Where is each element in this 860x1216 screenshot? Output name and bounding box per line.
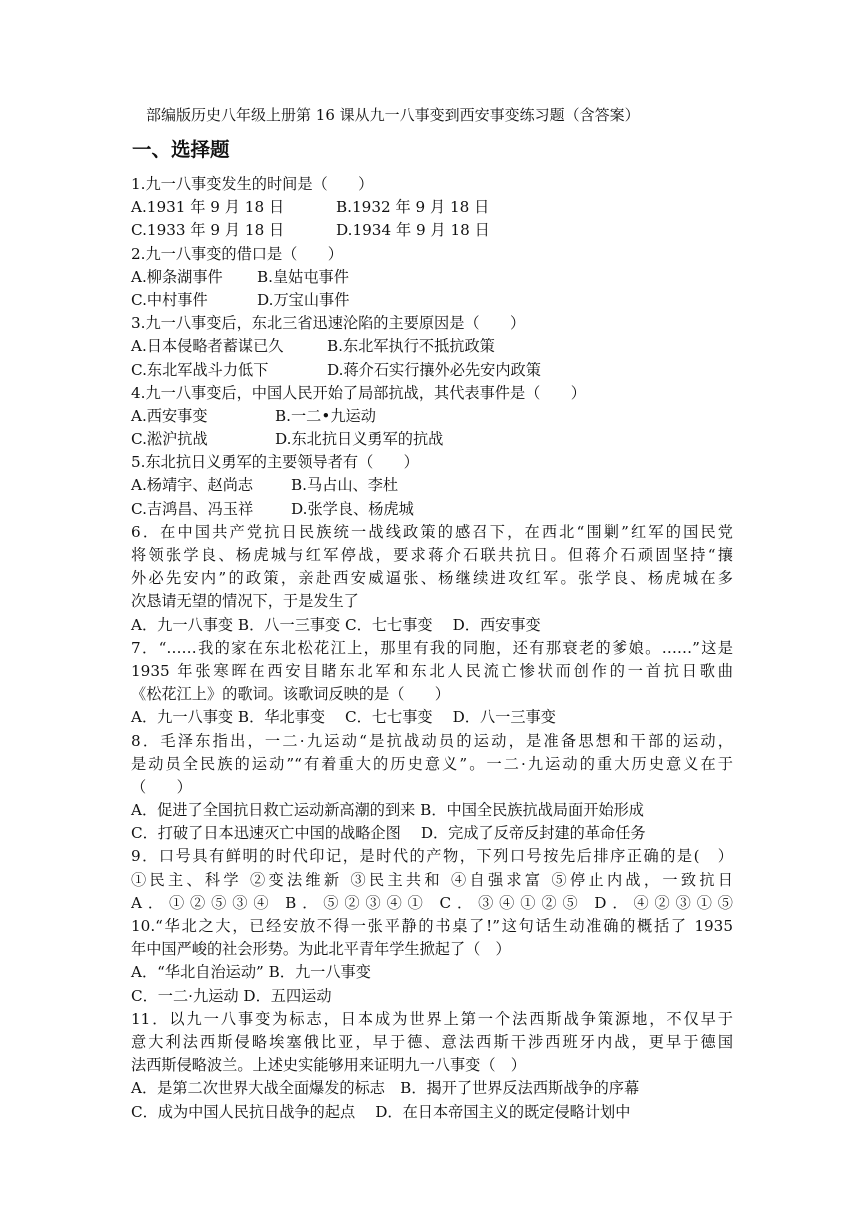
option-a: A.杨靖宇、赵尚志: [131, 476, 254, 495]
question-8-options-row: A．促进了全国抗日救亡运动新高潮的到来 B．中国全民族抗战局面开始形成: [131, 801, 644, 820]
question-10-stem-line: 年中国严峻的社会形势。为此北平青年学生掀起了（ ）: [131, 940, 511, 959]
question-11-stem-line: 意大利法西斯侵略埃塞俄比亚，早于德、意法西斯干涉西班牙内战，更早于德国: [131, 1032, 733, 1051]
question-2-options-row: [131, 266, 733, 289]
question-11-options-row: A．是第二次世界大战全面爆发的标志 B．揭开了世界反法西斯战争的序幕: [131, 1079, 640, 1098]
question-6-options: A．九一八事变 B．八一三事变 C．七七事变 D．西安事变: [131, 615, 541, 634]
question-1-stem: 1.九一八事变发生的时间是（ ）: [131, 175, 374, 193]
question-2-options-row: [131, 289, 733, 312]
question-11-options-row: C．成为中国人民抗日战争的起点 D．在日本帝国主义的既定侵略计划中: [131, 1102, 631, 1121]
question-4-options-row: [131, 428, 733, 451]
section-heading: 一、选择题: [132, 138, 230, 161]
question-6-stem-line: 将领张学良、杨虎城与红军停战，要求蒋介石联共抗日。但蒋介石顽固坚持“攘: [131, 546, 733, 564]
option-d: D.东北抗日义勇军的抗战: [275, 430, 444, 449]
question-8-options-row: C．打破了日本迅速灭亡中国的战略企图 D．完成了反帝反封建的革命任务: [131, 824, 646, 843]
question-10-options-row: A．“华北自治运动” B．九一八事变: [131, 963, 371, 982]
question-6-stem-line: 次恳请无望的情况下，于是发生了: [131, 592, 359, 611]
option-a: A.柳条湖事件: [131, 267, 223, 286]
question-list: [131, 173, 733, 1124]
question-1-options-row: [131, 196, 733, 219]
question-9-slogans: ①民主、科学 ②变法维新 ③民主共和 ④自强求富 ⑤停止内战，一致抗日: [131, 870, 733, 889]
question-10-options-row: C．一二·九运动 D．五四运动: [131, 986, 332, 1005]
question-6-stem-line: 外必先安内”的政策，亲赴西安威逼张、杨继续进攻红军。张学良、杨虎城在多: [131, 569, 733, 588]
question-7-options: A．九一八事变 B．华北事变 C．七七事变 D．八一三事变: [131, 708, 556, 727]
option-a: A.1931 年 9 月 18 日: [131, 198, 285, 217]
question-5-stem: 5.东北抗日义勇军的主要领导者有（ ）: [131, 453, 419, 472]
question-11-stem-line: 法西斯侵略波兰。上述史实能够用来证明九一八事变（ ）: [131, 1056, 526, 1075]
option-c: C.1933 年 9 月 18 日: [131, 221, 285, 240]
question-3-options-row: [131, 335, 733, 358]
option-d: D.万宝山事件: [257, 290, 350, 309]
question-3-stem: 3.九一八事变后，东北三省迅速沦陷的主要原因是（ ）: [131, 314, 526, 333]
option-a: A.日本侵略者蓄谋已久: [131, 337, 284, 356]
question-9-options: A．①②⑤③④ B．⑤②③④① C．③④①②⑤ D．④②③①⑤: [131, 893, 733, 912]
question-8-stem-line: （ ）: [131, 777, 192, 796]
question-1-options-row: [131, 219, 733, 242]
question-3-options-row: [131, 359, 733, 382]
option-d: D.张学良、杨虎城: [291, 499, 414, 518]
question-2-stem: 2.九一八事变的借口是（ ）: [131, 244, 343, 263]
question-10-stem-line: 10.“华北之大，已经安放不得一张平静的书桌了!”这句话生动准确的概括了 1935: [131, 917, 733, 935]
option-d: D.蒋介石实行攘外必先安内政策: [327, 360, 541, 379]
option-c: C.淞沪抗战: [131, 430, 208, 449]
question-4-stem: 4.九一八事变后，中国人民开始了局部抗战，其代表事件是（ ）: [131, 383, 586, 402]
question-8-stem-line: 8．毛泽东指出，一二·九运动“是抗战动员的运动，是准备思想和干部的运动，: [131, 731, 733, 750]
option-b: B.马占山、李杜: [291, 476, 399, 495]
question-11-stem-line: 11．以九一八事变为标志，日本成为世界上第一个法西斯战争策源地，不仅早于: [131, 1009, 733, 1028]
option-b: B.东北军执行不抵抗政策: [327, 337, 495, 356]
document-title: 部编版历史八年级上册第 16 课从九一八事变到西安事变练习题（含答案）: [146, 106, 640, 124]
question-7-stem-line: 《松花江上》的歌词。该歌词反映的是（ ）: [131, 685, 450, 704]
question-9-stem-line: 9．口号具有鲜明的时代印记，是时代的产物，下列口号按先后排序正确的是( ）: [131, 847, 733, 866]
option-c: C.中村事件: [131, 290, 208, 309]
option-b: B.皇姑屯事件: [257, 267, 349, 286]
question-5-options-row: [131, 474, 733, 497]
option-a: A.西安事变: [131, 406, 208, 425]
option-c: C.东北军战斗力低下: [131, 360, 269, 379]
question-5-options-row: [131, 498, 733, 521]
option-b: B.一二•九运动: [275, 406, 376, 425]
question-6-stem-line: 6．在中国共产党抗日民族统一战线政策的感召下，在西北“围剿”红军的国民党: [131, 522, 733, 541]
option-c: C.吉鸿昌、冯玉祥: [131, 499, 254, 518]
option-d: D.1934 年 9 月 18 日: [336, 221, 490, 240]
question-7-stem-line: 1935 年张寒晖在西安目睹东北军和东北人民流亡惨状而创作的一首抗日歌曲: [131, 661, 733, 680]
question-4-options-row: [131, 405, 733, 428]
option-b: B.1932 年 9 月 18 日: [336, 198, 490, 217]
question-8-stem-line: 是动员全民族的运动”“有着重大的历史意义”。一二·九运动的重大历史意义在于: [131, 754, 733, 773]
question-7-stem-line: 7．“……我的家在东北松花江上，那里有我的同胞，还有那衰老的爹娘。……”这是: [131, 638, 733, 657]
